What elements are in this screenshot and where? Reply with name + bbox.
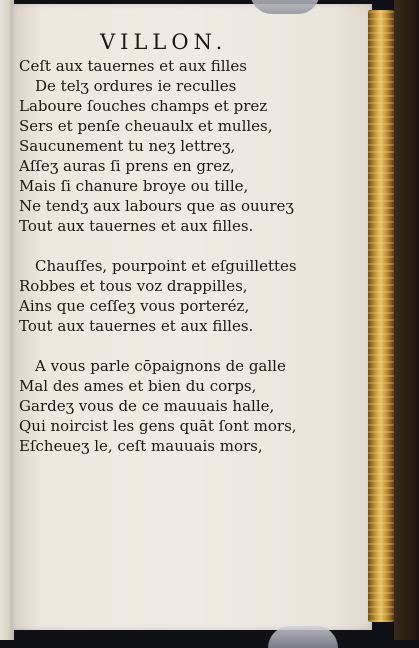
verse-line: Gardeʒ vous de ce mauuais halle, (19, 397, 275, 415)
book-cover (394, 0, 419, 640)
stanza-1 (19, 56, 319, 236)
verse-line: Robbes et tous voz drappilles, (19, 277, 248, 295)
verse-line: A vous parle cōpaignons de galle (35, 357, 286, 375)
verse-line: Mal des ames et bien du corps, (19, 377, 257, 395)
stanza-3 (19, 356, 319, 456)
verse-line: Laboure ſouches champs et prez (19, 97, 268, 115)
verse-line: De telʒ ordures ie reculles (35, 77, 237, 95)
verse-line: Ceſt aux tauernes et aux filles (19, 57, 247, 75)
verse-line: Tout aux tauernes et aux filles. (19, 217, 254, 235)
stanza-2 (19, 256, 319, 336)
stanza-gap (19, 336, 319, 356)
verse-line: Eſcheueʒ le, ceſt mauuais mors, (19, 437, 263, 455)
verse-line: Sers et penſe cheuaulx et mulles, (19, 117, 273, 135)
page-clip-bottom (268, 626, 338, 648)
verse-line: Tout aux tauernes et aux filles. (19, 317, 254, 335)
gilt-page-edge (368, 10, 394, 622)
verse-line: Saucunement tu neʒ lettreʒ, (19, 137, 236, 155)
verse-line: Ains que ceſſeʒ vous porteréz, (19, 297, 250, 315)
verse-line: Ne tendʒ aux labours que as ouureʒ (19, 197, 294, 215)
verse-line: Mais ſi chanure broye ou tille, (19, 177, 249, 195)
verse-text (19, 56, 319, 456)
verse-line: Chauſſes, pourpoint et eſguillettes (35, 257, 297, 275)
verse-line: Qui noircist les gens quāt ſont mors, (19, 417, 297, 435)
verse-line: Aſſeʒ auras ſi prens en grez, (19, 157, 235, 175)
stanza-gap (19, 236, 319, 256)
running-header: VILLON. (100, 30, 228, 54)
